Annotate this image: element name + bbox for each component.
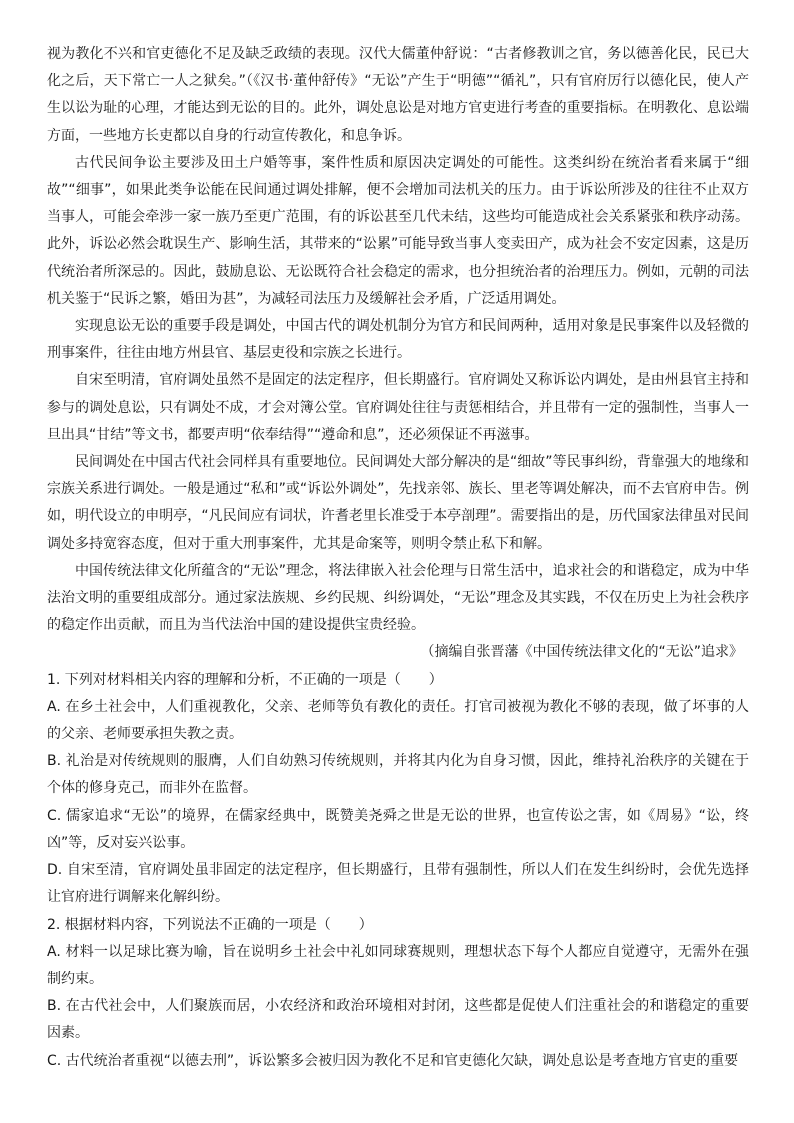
passage-source: （摘编自张晋藩《中国传统法律文化的“无讼”追求》 [420, 644, 743, 661]
passage-paragraph: 视为教化不兴和官吏德化不足及缺乏政绩的表现。汉代大儒董仲舒说：“古者修教训之官，务以德善化民，民已大化之后，天下常亡一人之狱矣。”（《汉书·董仲舒传》“无讼”产生于“明德”“循礼”，只有官府厉行以德化民，使人产生以讼为耻的心理，才能达到无讼的目的。此外，调处息讼是对地方官吏进行考查的重要指标。在明教化、息讼端方面，一些地方长吏都以自身的行动宣传教化，和息争诉。 [47, 46, 749, 144]
document-page [47, 41, 749, 1075]
option-b: B. 礼治是对传统规则的服膺，人们自幼熟习传统规则，并将其内化为自身习惯，因此，维持礼治秩序的关键在于个体的修身克己，而非外在监督。 [47, 753, 749, 797]
option-d: D. 自宋至清，官府调处虽非固定的法定程序，但长期盛行，且带有强制性，所以人们在发生纠纷时，会优先选择让官府进行调解来化解纠纷。 [47, 862, 749, 906]
question-stem: 2. 根据材料内容，下列说法不正确的一项是（ ） [47, 916, 373, 933]
question-1 [47, 667, 749, 912]
question-2 [47, 912, 749, 1075]
passage-paragraph: 自宋至明清，官府调处虽然不是固定的法定程序，但长期盛行。官府调处又称诉讼内调处，是由州县官主持和参与的调处息讼，只有调处不成，才会对簿公堂。官府调处往往与责惩相结合，并且带有一定的强制性，当事人一旦出具“甘结”等文书，都要声明“依奉结得”“遵命和息”，还必须保证不再滋事。 [47, 372, 749, 443]
option-a: A. 在乡土社会中，人们重视教化，父亲、老师等负有教化的责任。打官司被视为教化不够的表现，做了坏事的人的父亲、老师要承担失教之责。 [47, 698, 749, 743]
passage-paragraph: 实现息讼无讼的重要手段是调处，中国古代的调处机制分为官方和民间两种，适用对象是民事案件以及轻微的刑事案件，往往由地方州县官、基层吏役和宗族之长进行。 [47, 318, 749, 362]
passage-paragraph: 古代民间争讼主要涉及田土户婚等事，案件性质和原因决定调处的可能性。这类纠纷在统治者看来属于“细故”“细事”，如果此类争讼能在民间通过调处排解，便不会增加司法机关的压力。由于诉讼所涉及的往往不止双方当事人，可能会牵涉一家一族乃至更广范围，有的诉讼甚至几代未结，这些均可能造成社会关系紧张和秩序动荡。此外，诉讼必然会耽误生产、影响生活，其带来的“讼累”可能导致当事人变卖田产，成为社会不安定因素，这是历代统治者所深忌的。因此，鼓励息讼、无讼既符合社会稳定的需求，也分担统治者的治理压力。例如，元朝的司法机关鉴于“民诉之繁，婚田为甚”，为减轻司法压力及缓解社会矛盾，广泛适用调处。 [47, 154, 749, 307]
option-c: C. 古代统治者重视“以德去刑”，诉讼繁多会被归因为教化不足和官吏德化欠缺，调处息讼是考查地方官吏的重要 [47, 1052, 739, 1069]
passage-paragraph: 民间调处在中国古代社会同样具有重要地位。民间调处大部分解决的是“细故”等民事纠纷，背靠强大的地缘和宗族关系进行调处。一般是通过“私和”或“诉讼外调处”，先找亲邻、族长、里老等调处解决，而不去官府申告。例如，明代设立的申明亭，“凡民间应有词状，许耆老里长准受于本亭剖理”。需要指出的是，历代国家法律虽对民间调处多持宽容态度，但对于重大刑事案件，尤其是命案等，则明令禁止私下和解。 [47, 454, 749, 552]
option-c: C. 儒家追求“无讼”的境界，在儒家经典中，既赞美尧舜之世是无讼的世界，也宣传讼之害，如《周易》“讼，终凶”等，反对妄兴讼事。 [47, 807, 749, 851]
option-a: A. 材料一以足球比赛为喻，旨在说明乡土社会中礼如同球赛规则，理想状态下每个人都应自觉遵守，无需外在强制约束。 [47, 943, 749, 987]
option-b: B. 在古代社会中，人们聚族而居，小农经济和政治环境相对封闭，这些都是促使人们注重社会的和谐稳定的重要因素。 [47, 998, 749, 1042]
question-stem: 1. 下列对材料相关内容的理解和分析，不正确的一项是（ ） [47, 671, 443, 688]
passage-paragraph: 中国传统法律文化所蕴含的“无讼”理念，将法律嵌入社会伦理与日常生活中，追求社会的和谐稳定，成为中华法治文明的重要组成部分。通过家法族规、乡约民规、纠纷调处，“无讼”理念及其实践，不仅在历史上为社会秩序的稳定作出贡献，而且为当代法治中国的建设提供宝贵经验。 [47, 562, 749, 634]
